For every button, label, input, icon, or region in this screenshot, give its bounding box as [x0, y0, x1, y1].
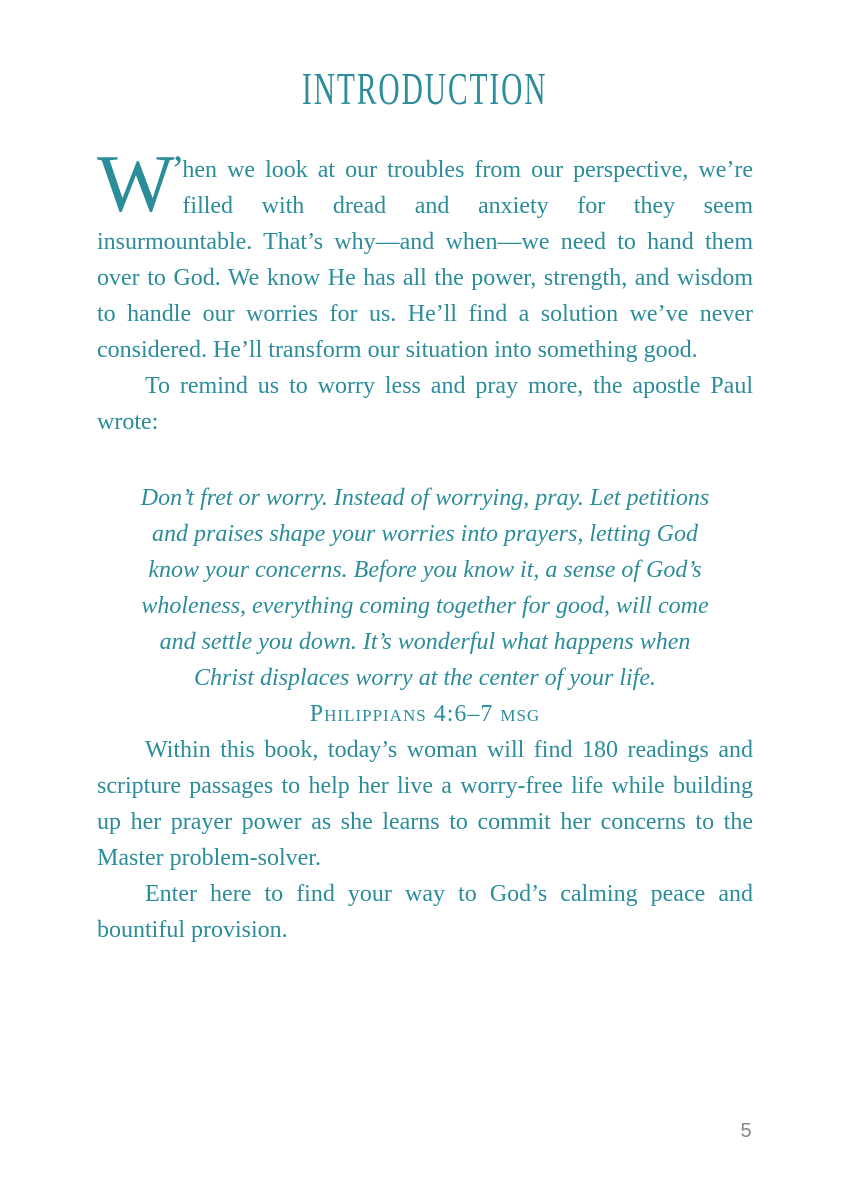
opening-paragraph-text: hen we look at our troubles from our perspective, we’re filled with dread and anxiety for they seem insurmountable. That’s why—and when—we need to hand them over to God. We know He has all the power, strength, and wisdom to handle our worries for us. He’ll find a solution we’ve never considered. He’ll transform our situation into something good. [97, 157, 753, 363]
opening-paragraph [97, 138, 753, 368]
page-title: INTRODUCTION [302, 63, 548, 114]
quote-line: and praises shape your worries into prayers, letting God [152, 521, 698, 547]
quote-line: and settle you down. It’s wonderful what happens when [159, 629, 691, 655]
paragraph-lead-in: To remind us to worry less and pray more, the apostle Paul wrote: [97, 373, 753, 435]
quote-line: Christ displaces worry at the center of your life. [194, 665, 656, 691]
scripture-quote [97, 480, 753, 732]
drop-cap: W ’ [97, 154, 182, 216]
page-number: 5 [740, 1120, 752, 1142]
quote-line: know your concerns. Before you know it, a sense of God’s [148, 557, 702, 583]
scripture-reference: Philippians 4:6–7 msg [309, 701, 541, 727]
paragraph-closing: Enter here to find your way to God’s calming peace and bountiful provision. [97, 881, 753, 943]
paragraph-book-description: Within this book, today’s woman will find 180 readings and scripture passages to help her live a worry-free life while building up her prayer power as she learns to commit her concerns to the Master problem-solver. [97, 737, 753, 871]
quote-line: Don’t fret or worry. Instead of worrying, pray. Let petitions [140, 485, 710, 511]
page-content [97, 138, 753, 948]
quote-line: wholeness, everything coming together for good, will come [141, 593, 709, 619]
title-container [0, 62, 850, 115]
